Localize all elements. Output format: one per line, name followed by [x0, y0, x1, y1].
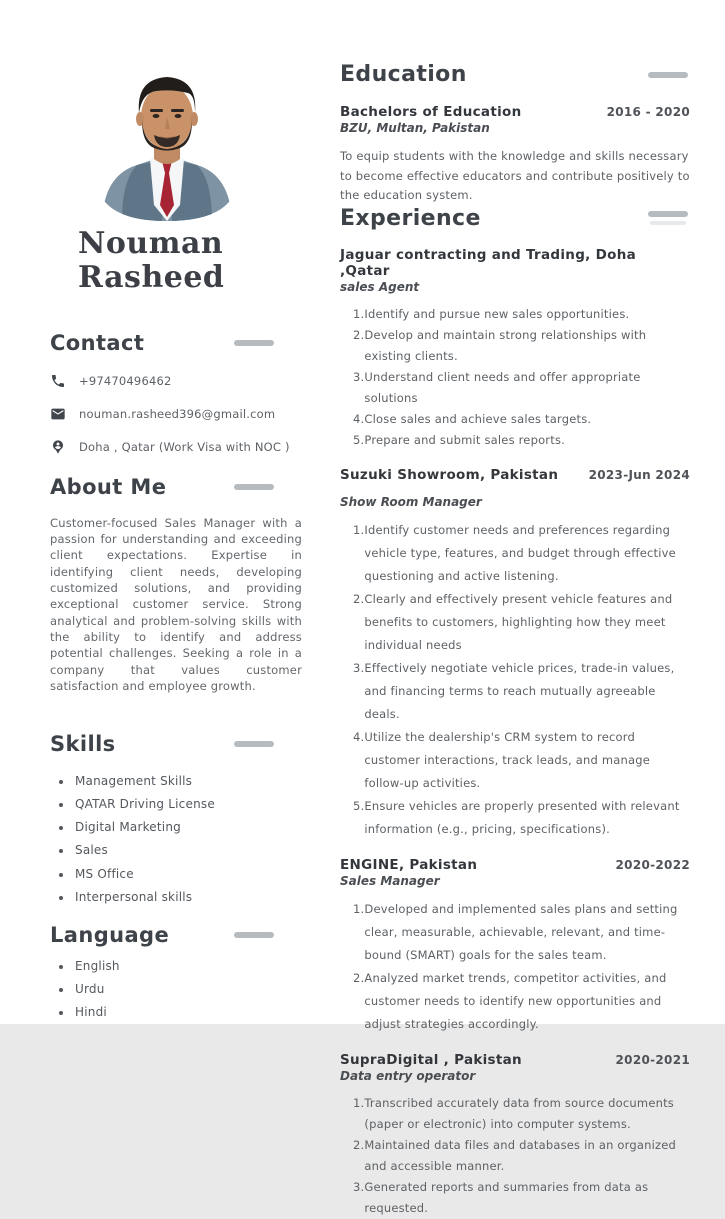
language-item: • Hindi: [73, 1001, 223, 1024]
job-role: sales Agent: [340, 279, 420, 294]
bullet-item: Identify and pursue new sales opportunities.: [364, 306, 630, 321]
sidebar: [0, 0, 310, 1024]
candidate-first-name: Nouman: [78, 226, 224, 261]
section-bar: [648, 72, 688, 78]
job-dates: 2020-2021: [615, 1052, 690, 1067]
company-name: SupraDigital , Pakistan: [340, 1051, 522, 1068]
bullet-item: Prepare and submit sales reports.: [364, 432, 565, 447]
candidate-name: [78, 227, 310, 295]
job-bullets: [340, 519, 690, 841]
section-bar: [234, 932, 274, 938]
section-bar: [234, 340, 274, 346]
about-title: About Me: [50, 474, 167, 499]
person-pin-icon: [50, 439, 66, 455]
bullet-item: Clearly and effectively present vehicle features and benefits to customers, highlighting how they meet individual needs: [364, 591, 673, 652]
education-title: Education: [340, 62, 467, 87]
section-bar: [234, 484, 274, 490]
language-title: Language: [50, 922, 170, 947]
phone-icon: [50, 373, 66, 389]
candidate-last-name: Rasheed: [78, 259, 225, 295]
experience-section-header: [340, 206, 688, 231]
bullet-item: Ensure vehicles are properly presented with relevant information (e.g., pricing, specifications).: [364, 798, 680, 836]
bullet-item: Close sales and achieve sales targets.: [364, 411, 592, 426]
main-column: [310, 0, 725, 1216]
job-role: Sales Manager: [340, 873, 440, 888]
job-bullets: [340, 898, 690, 1036]
skill-item: • Digital Marketing: [73, 816, 223, 839]
bullet-item: Understand client needs and offer appropriate solutions: [364, 369, 641, 405]
skill-item: • MS Office: [73, 863, 223, 886]
about-text: Customer-focused Sales Manager with a passion for understanding and exceeding client expectations. Expertise in identifying client needs, developing customized solutions, and providing exceptional customer service. Strong analytical and problem-solving skills with the ability to identify and address potential challenges. Seeking a role in a company that values customer satisfaction and employee growth.: [50, 515, 302, 694]
job-entry: [340, 857, 690, 1036]
job-entry: [340, 467, 690, 841]
contact-location-row: [50, 439, 310, 455]
contact-title: Contact: [50, 330, 145, 355]
section-bar: [234, 741, 274, 747]
job-entry: [340, 247, 690, 451]
experience-title: Experience: [340, 205, 481, 231]
school-name: BZU, Multan, Pakistan: [340, 121, 490, 135]
job-entry: [340, 1052, 690, 1219]
bullet-item: Effectively negotiate vehicle prices, trade-in values, and financing terms to reach mutually agreeable deals.: [364, 660, 675, 721]
education-description: To equip students with the knowledge and skills necessary to become effective educators and contribute positively to the education system.: [340, 149, 690, 203]
company-name: Suzuki Showroom, Pakistan: [340, 466, 559, 483]
language-list: [59, 955, 223, 1024]
education-entry: [340, 104, 690, 206]
bullet-item: Generated reports and summaries from data as requested.: [364, 1179, 649, 1216]
portrait-illustration: [92, 55, 242, 221]
section-bar: [648, 211, 688, 225]
job-role: Data entry operator: [340, 1068, 476, 1083]
bullet-item: Transcribed accurately data from source documents (paper or electronic) into computer systems.: [364, 1095, 674, 1131]
skill-item: • QATAR Driving License: [73, 793, 223, 816]
skills-section-header: [50, 732, 274, 756]
phone-number: +97470496462: [79, 373, 172, 388]
bullet-item: Maintained data files and databases in an organized and accessible manner.: [364, 1137, 677, 1173]
job-bullets: [340, 1093, 690, 1219]
skills-title: Skills: [50, 732, 116, 757]
language-item: • Urdu: [73, 978, 223, 1001]
language-section-header: [50, 923, 274, 947]
profile-photo: [92, 55, 242, 221]
company-name: Jaguar contracting and Trading, Doha ,Qatar: [340, 246, 637, 279]
job-dates: 2020-2022: [615, 857, 690, 872]
company-name: ENGINE, Pakistan: [340, 856, 478, 873]
bullet-item: Analyzed market trends, competitor activities, and customer needs to identify new opportunities and adjust strategies accordingly.: [364, 970, 667, 1031]
degree-name: Bachelors of Education: [340, 104, 522, 120]
contact-section-header: [50, 331, 274, 355]
contact-email-row: [50, 406, 310, 422]
location-text: Doha , Qatar (Work Visa with NOC ): [79, 439, 290, 454]
contact-list: [50, 373, 310, 455]
job-bullets: [340, 304, 690, 451]
email-icon: [50, 406, 66, 422]
bullet-item: Develop and maintain strong relationships with existing clients.: [364, 327, 647, 363]
skill-item: • Sales: [73, 839, 223, 862]
about-section-header: [50, 475, 274, 499]
language-item: • English: [73, 955, 223, 978]
contact-phone-row: [50, 373, 310, 389]
skill-item: • Interpersonal skills: [73, 886, 223, 909]
job-dates: 2023-Jun 2024: [588, 467, 690, 482]
skills-list: [59, 770, 223, 908]
bullet-item: Developed and implemented sales plans and setting clear, measurable, achievable, relevant, and time-bound (SMART) goals for the sales team.: [364, 901, 678, 962]
bullet-item: Identify customer needs and preferences regarding vehicle type, features, and budget through effective questioning and active listening.: [364, 522, 676, 583]
bullet-item: Utilize the dealership's CRM system to record customer interactions, track leads, and manage follow-up activities.: [364, 729, 650, 790]
job-role: Show Room Manager: [340, 494, 482, 509]
education-section-header: [340, 62, 688, 87]
education-dates: 2016 - 2020: [606, 105, 690, 119]
email-address: nouman.rasheed396@gmail.com: [79, 406, 276, 421]
skill-item: • Management Skills: [73, 770, 223, 793]
